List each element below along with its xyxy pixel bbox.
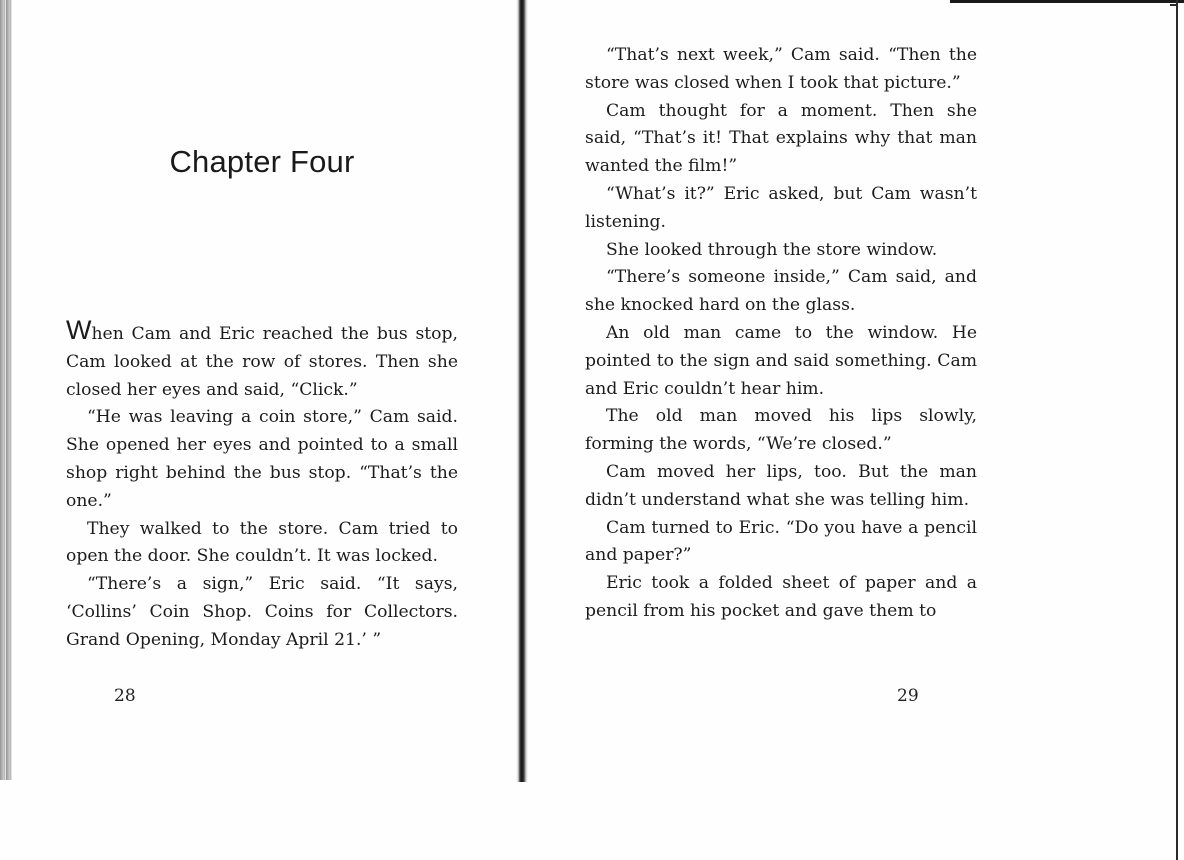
scan-edge-right	[1176, 0, 1178, 860]
paragraph: “There’s a sign,” Eric said. “It says, ‘Collins’ Coin Shop. Coins for Collectors. Grand Opening, Monday April 21.’ ”	[66, 574, 458, 650]
page-number-right: 29	[897, 686, 919, 706]
paragraph: Cam moved her lips, too. But the man didn’t understand what she was telling him.	[585, 461, 977, 510]
scan-edge-tick	[1170, 4, 1178, 6]
paragraph-text: hen Cam and Eric reached the bus stop, Cam looked at the row of stores. Then she closed her eyes and said, “Click.”	[66, 324, 458, 400]
right-page	[585, 0, 977, 780]
paragraph	[66, 315, 458, 404]
paragraph: “That’s next week,” Cam said. “Then the store was closed when I took that picture.”	[585, 45, 977, 93]
paragraph: An old man came to the window. He pointed to the sign and said something. Cam and Eric couldn’t hear him.	[585, 322, 977, 399]
paragraph: “There’s someone inside,” Cam said, and she knocked hard on the glass.	[585, 267, 977, 316]
left-page	[66, 0, 458, 780]
paragraph: “What’s it?” Eric asked, but Cam wasn’t listening.	[585, 183, 977, 232]
book-spine	[516, 0, 528, 782]
page-number-left: 28	[114, 686, 136, 706]
chapter-title: Chapter Four	[169, 144, 355, 179]
left-page-text	[66, 315, 458, 655]
paragraph: Eric took a folded sheet of paper and a pencil from his pocket and gave them to	[585, 573, 977, 621]
scan-edge-top	[950, 0, 1184, 3]
paragraph: She looked through the store window.	[606, 239, 938, 260]
paragraph: Cam turned to Eric. “Do you have a pencil and paper?”	[585, 517, 977, 566]
drop-cap: W	[66, 315, 92, 345]
paragraph: Cam thought for a moment. Then she said, “That’s it! That explains why that man wanted the film!”	[585, 100, 977, 177]
right-page-text	[585, 42, 977, 626]
paragraph: They walked to the store. Cam tried to open the door. She couldn’t. It was locked.	[66, 518, 458, 567]
paragraph: “He was leaving a coin store,” Cam said. She opened her eyes and pointed to a small shop right behind the bus stop. “That’s the one.”	[66, 407, 458, 511]
paragraph: The old man moved his lips slowly, forming the words, “We’re closed.”	[585, 406, 977, 455]
scan-edge-left	[0, 0, 12, 780]
